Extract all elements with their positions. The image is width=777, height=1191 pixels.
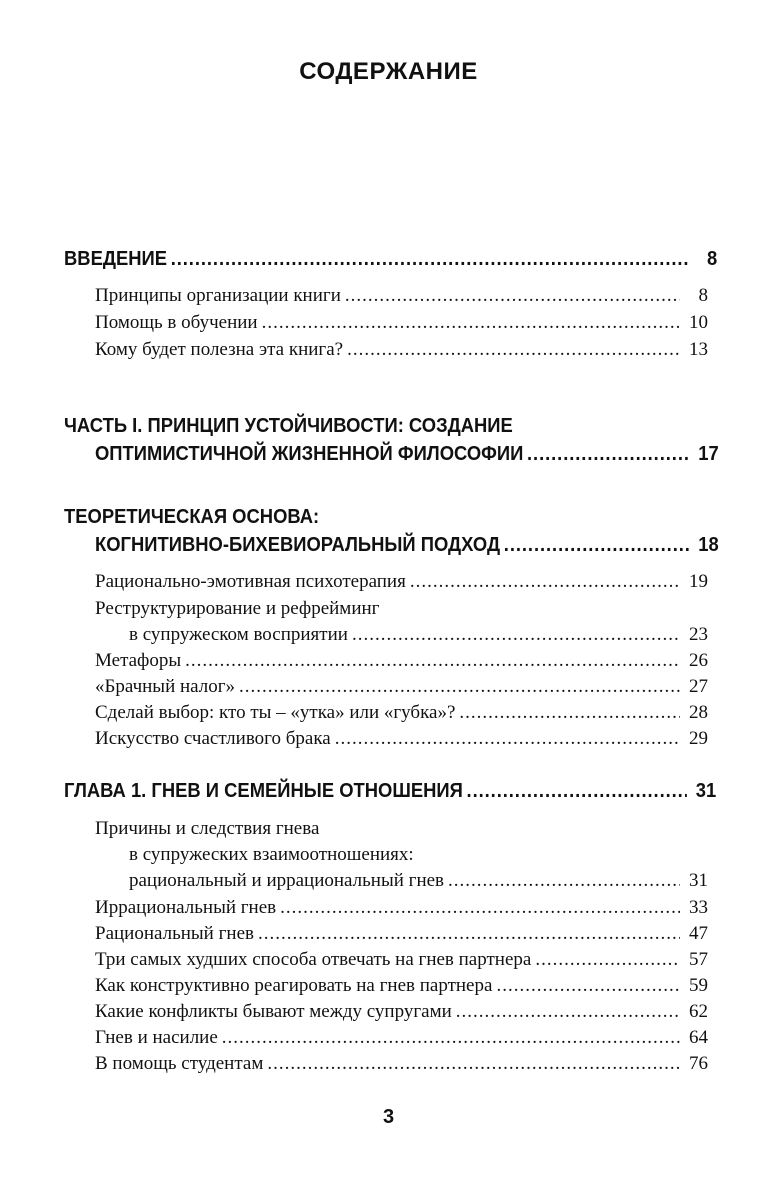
toc-entry-title: Рационально-эмотивная психотерапия	[95, 571, 406, 592]
toc-page-number: 8	[706, 248, 718, 270]
toc-page-number: 23	[689, 624, 708, 645]
toc-entry-title-line: Причины и следствия гнева	[95, 818, 320, 839]
dot-leader	[280, 897, 680, 919]
toc-page-number: 31	[689, 870, 708, 891]
dot-leader	[459, 702, 680, 724]
toc-entry-title: Искусство счастливого брака	[95, 728, 331, 749]
dot-leader	[345, 285, 680, 307]
toc-page-number: 19	[689, 571, 708, 592]
toc-page-number: 17	[698, 443, 719, 465]
toc-entry[interactable]	[95, 339, 708, 361]
toc-entry-title: Три самых худших способа отвечать на гнев партнера	[95, 949, 532, 970]
toc-page-number: 29	[689, 728, 708, 749]
toc-entry[interactable]	[95, 1027, 708, 1049]
dot-leader	[448, 870, 680, 892]
toc-entry[interactable]	[95, 571, 708, 593]
toc-entry-title: Помощь в обучении	[95, 312, 258, 333]
toc-entry-title: ГЛАВА 1. ГНЕВ И СЕМЕЙНЫЕ ОТНОШЕНИЯ	[64, 780, 463, 802]
page-number: 3	[382, 1106, 395, 1128]
toc-entry-title: ОПТИМИСТИЧНОЙ ЖИЗНЕННОЙ ФИЛОСОФИИ	[95, 443, 524, 465]
toc-entry-title: Иррациональный гнев	[95, 897, 277, 918]
toc-entry[interactable]	[95, 975, 708, 997]
toc-entry-title: КОГНИТИВНО-БИХЕВИОРАЛЬНЫЙ ПОДХОД	[95, 534, 501, 556]
toc-page-number: 33	[689, 897, 708, 918]
toc-entry-title: В помощь студентам	[95, 1053, 264, 1074]
dot-leader	[410, 571, 680, 593]
dot-leader	[467, 780, 687, 803]
toc-section-heading: ТЕОРЕТИЧЕСКАЯ ОСНОВА:	[64, 506, 320, 528]
dot-leader	[335, 728, 680, 750]
toc-entry-title: Какие конфликты бывают между супругами	[95, 1001, 452, 1022]
toc-entry[interactable]	[95, 949, 708, 971]
toc-entry-theory[interactable]	[95, 534, 719, 557]
toc-page-number: 8	[698, 285, 708, 306]
toc-entry[interactable]	[95, 702, 708, 724]
dot-leader	[185, 650, 680, 672]
toc-page-number: 27	[689, 676, 708, 697]
toc-page-number: 31	[695, 780, 717, 802]
toc-entry[interactable]	[129, 870, 708, 892]
toc-entry-chapter1[interactable]	[64, 780, 716, 803]
toc-entry-title: ВВЕДЕНИЕ	[64, 248, 168, 270]
dot-leader	[527, 443, 689, 466]
toc-page-number: 13	[689, 339, 708, 360]
toc-entry-title: Как конструктивно реагировать на гнев партнера	[95, 975, 493, 996]
toc-entry-title: Принципы организации книги	[95, 285, 341, 306]
toc-page-number: 59	[689, 975, 708, 996]
dot-leader	[535, 949, 680, 971]
toc-entry[interactable]	[95, 1001, 708, 1023]
toc-page-number: 18	[698, 534, 719, 556]
toc-page-number: 57	[689, 949, 708, 970]
toc-page-number: 64	[689, 1027, 708, 1048]
dot-leader	[496, 975, 680, 997]
toc-entry-title: Метафоры	[95, 650, 182, 671]
dot-leader	[352, 624, 680, 646]
toc-page-number: 10	[689, 312, 708, 333]
toc-entry-title: рациональный и иррациональный гнев	[129, 870, 445, 891]
toc-entry[interactable]	[95, 312, 708, 334]
toc-entry[interactable]	[95, 897, 708, 919]
toc-page-number: 76	[689, 1053, 708, 1074]
dot-leader	[267, 1053, 680, 1075]
page-title: СОДЕРЖАНИЕ	[299, 58, 478, 85]
dot-leader	[262, 312, 680, 334]
toc-entry-title: «Брачный налог»	[95, 676, 236, 697]
toc-entry-part1[interactable]	[95, 443, 719, 466]
toc-entry[interactable]	[95, 650, 708, 672]
toc-entry-title: Гнев и насилие	[95, 1027, 218, 1048]
dot-leader	[504, 534, 690, 557]
toc-entry-title: Рациональный гнев	[95, 923, 254, 944]
toc-entry[interactable]	[129, 624, 708, 646]
toc-entry-title-line: в супружеских взаимоотношениях:	[129, 844, 414, 865]
dot-leader	[171, 248, 688, 271]
toc-page-number: 47	[689, 923, 708, 944]
toc-entry-title: в супружеском восприятии	[129, 624, 348, 645]
toc-entry[interactable]	[95, 676, 708, 698]
toc-page-number: 26	[689, 650, 708, 671]
dot-leader	[347, 339, 680, 361]
dot-leader	[456, 1001, 680, 1023]
toc-entry-title: Сделай выбор: кто ты – «утка» или «губка»?	[95, 702, 456, 723]
toc-page-number: 62	[689, 1001, 708, 1022]
dot-leader	[239, 676, 680, 698]
dot-leader	[222, 1027, 680, 1049]
toc-entry-introduction[interactable]	[64, 248, 717, 271]
toc-entry-title-line: Реструктурирование и рефрейминг	[95, 598, 380, 619]
toc-entry[interactable]	[95, 285, 708, 307]
toc-entry[interactable]	[95, 1053, 708, 1075]
toc-page-number: 28	[689, 702, 708, 723]
toc-entry-title: Кому будет полезна эта книга?	[95, 339, 344, 360]
toc-part-heading: ЧАСТЬ I. ПРИНЦИП УСТОЙЧИВОСТИ: СОЗДАНИЕ	[64, 415, 513, 437]
toc-entry[interactable]	[95, 728, 708, 750]
toc-entry[interactable]	[95, 923, 708, 945]
dot-leader	[258, 923, 680, 945]
